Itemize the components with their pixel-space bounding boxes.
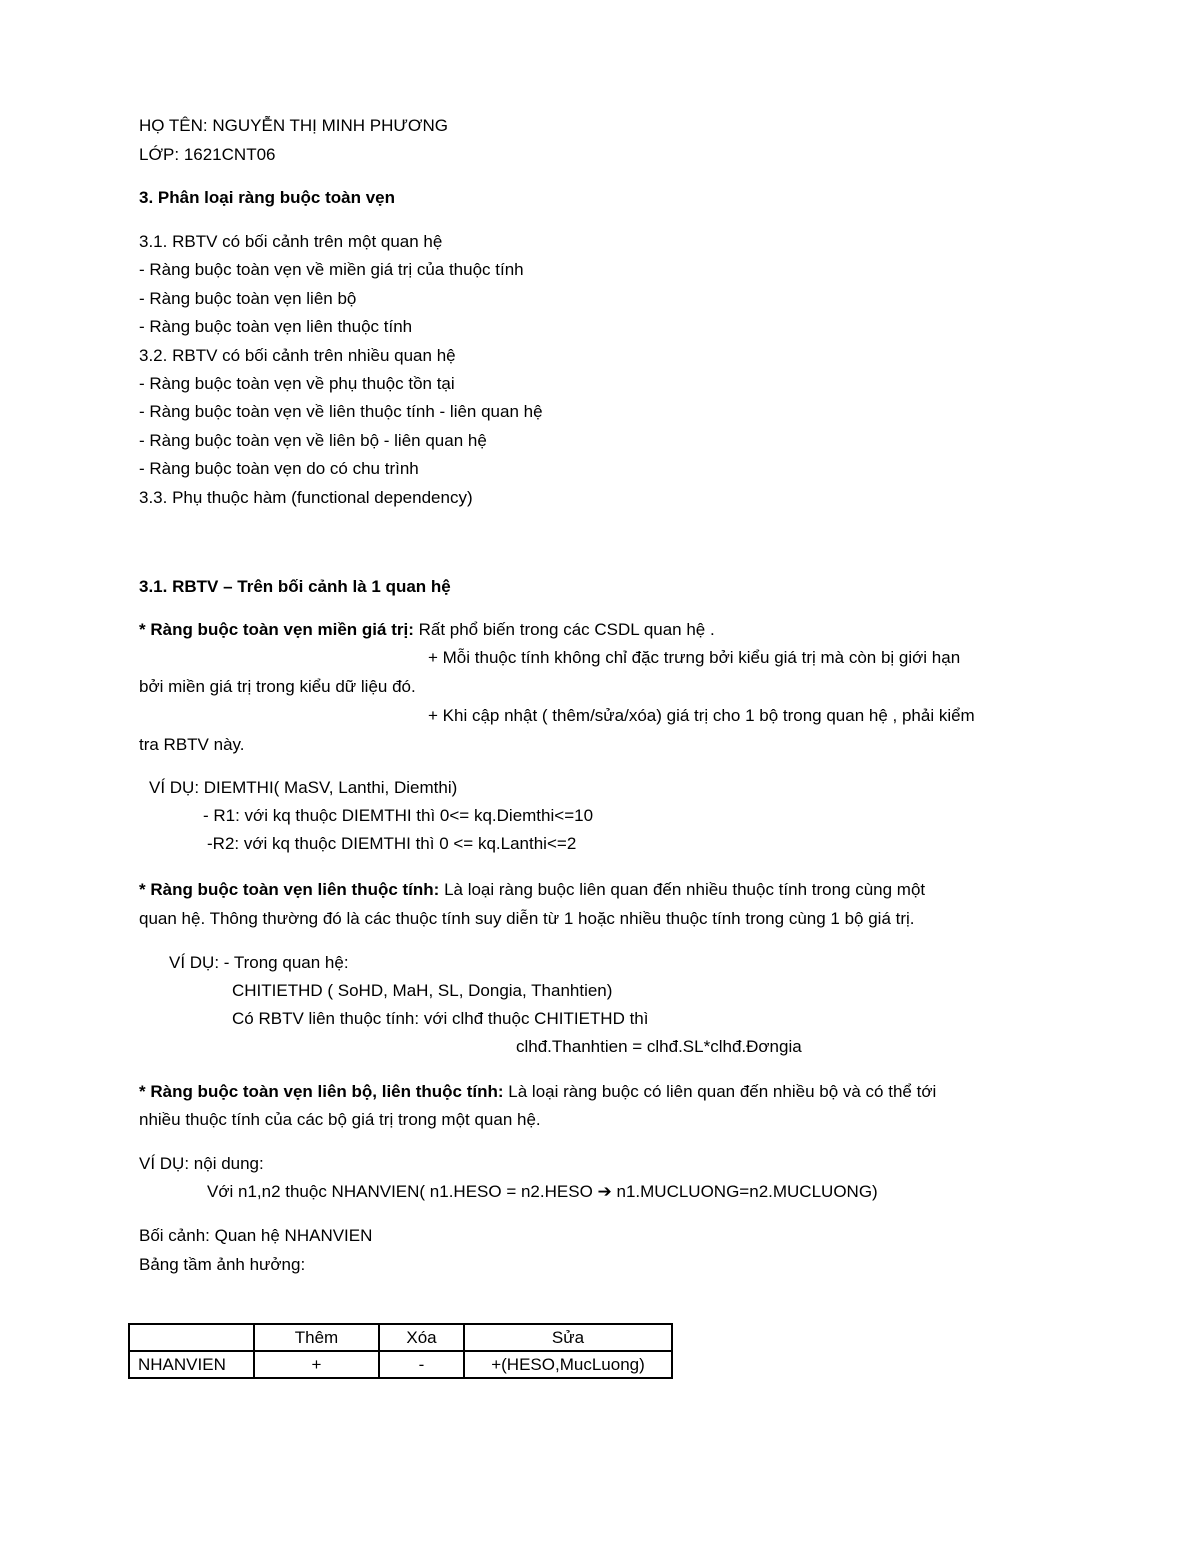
attr-rule-relation: CHITIETHD ( SoHD, MaH, SL, Dongia, Thanhtien) [232,981,613,1000]
attr-rule-title: * Ràng buộc toàn vẹn liên thuộc tính: [139,880,440,899]
outline-item: - Ràng buộc toàn vẹn về liên bộ - liên quan hệ [139,431,487,450]
tuple-rule-title: * Ràng buộc toàn vẹn liên bộ, liên thuộc tính: [139,1082,504,1101]
table-cell: - [379,1351,464,1378]
domain-rule-r2: -R2: với kq thuộc DIEMTHI thì 0 <= kq.Lanthi<=2 [207,834,577,853]
attr-rule-rule: Có RBTV liên thuộc tính: với clhđ thuộc CHITIETHD thì [232,1009,649,1028]
domain-rule-title: * Ràng buộc toàn vẹn miền giá trị: [139,620,414,639]
attr-rule-formula: clhđ.Thanhtien = clhđ.SL*clhđ.Đơngia [516,1037,802,1056]
domain-rule-r1: - R1: với kq thuộc DIEMTHI thì 0<= kq.Diemthi<=10 [203,806,594,825]
table-row [129,1351,672,1378]
tuple-rule-content-a: Với n1,n2 thuộc NHANVIEN( n1.HESO = n2.HESO [207,1182,593,1201]
table-cell: NHANVIEN [129,1351,254,1378]
outline-item: - Ràng buộc toàn vẹn liên bộ [139,289,357,308]
tuple-rule-text-cont: nhiều thuộc tính của các bộ giá trị trong một quan hệ. [139,1110,541,1129]
table-header-cell: Xóa [379,1324,464,1351]
table-header-cell: Thêm [254,1324,379,1351]
outline-item: 3.1. RBTV có bối cảnh trên một quan hệ [139,232,443,251]
outline-item: - Ràng buộc toàn vẹn liên thuộc tính [139,317,413,336]
tuple-rule-text: Là loại ràng buộc có liên quan đến nhiều bộ và có thể tới [503,1082,937,1101]
tuple-rule-content [207,1181,878,1203]
outline-item: - Ràng buộc toàn vẹn về liên thuộc tính - liên quan hệ [139,402,543,421]
attr-rule-example: VÍ DỤ: - Trong quan hệ: [169,953,349,972]
tuple-rule-context: Bối cảnh: Quan hệ NHANVIEN [139,1226,373,1245]
student-class: LỚP: 1621CNT06 [139,145,276,164]
table-header-row [129,1324,672,1351]
table-cell: + [254,1351,379,1378]
domain-rule-point: tra RBTV này. [139,735,245,754]
domain-rule-point: + Mỗi thuộc tính không chỉ đặc trưng bởi kiểu giá trị mà còn bị giới hạn [428,648,961,667]
tuple-rule-content-b: n1.MUCLUONG=n2.MUCLUONG) [611,1182,878,1201]
tuple-rule-intro [139,1081,936,1103]
table-cell: +(HESO,MucLuong) [464,1351,672,1378]
attr-rule-intro [139,879,925,901]
implies-arrow-icon: ➔ [597,1182,612,1201]
attr-rule-text: Là loại ràng buộc liên quan đến nhiều thuộc tính trong cùng một [439,880,926,899]
impact-table-label: Bảng tầm ảnh hưởng: [139,1255,306,1274]
domain-rule-point: bởi miền giá trị trong kiểu dữ liệu đó. [139,677,416,696]
domain-rule-text: Rất phổ biến trong các CSDL quan hệ . [413,620,715,639]
outline-item: - Ràng buộc toàn vẹn do có chu trình [139,459,419,478]
impact-table [128,1323,673,1379]
outline-item: 3.3. Phụ thuộc hàm (functional dependency) [139,488,473,507]
table-header-cell [129,1324,254,1351]
outline-item: 3.2. RBTV có bối cảnh trên nhiều quan hệ [139,346,456,365]
student-name: HỌ TÊN: NGUYỄN THỊ MINH PHƯƠNG [139,116,448,135]
domain-rule-intro [139,619,715,641]
tuple-rule-example: VÍ DỤ: nội dung: [139,1154,264,1173]
section-title: 3. Phân loại ràng buộc toàn vẹn [139,188,395,207]
outline-item: - Ràng buộc toàn vẹn về phụ thuộc tồn tại [139,374,455,393]
domain-rule-example: VÍ DỤ: DIEMTHI( MaSV, Lanthi, Diemthi) [149,778,458,797]
outline-item: - Ràng buộc toàn vẹn về miền giá trị của thuộc tính [139,260,524,279]
domain-rule-point: + Khi cập nhật ( thêm/sửa/xóa) giá trị cho 1 bộ trong quan hệ , phải kiểm [428,706,975,725]
attr-rule-text-cont: quan hệ. Thông thường đó là các thuộc tính suy diễn từ 1 hoặc nhiều thuộc tính trong cùng 1 bộ giá trị. [139,909,915,928]
table-header-cell: Sửa [464,1324,672,1351]
sub-heading: 3.1. RBTV – Trên bối cảnh là 1 quan hệ [139,577,451,596]
